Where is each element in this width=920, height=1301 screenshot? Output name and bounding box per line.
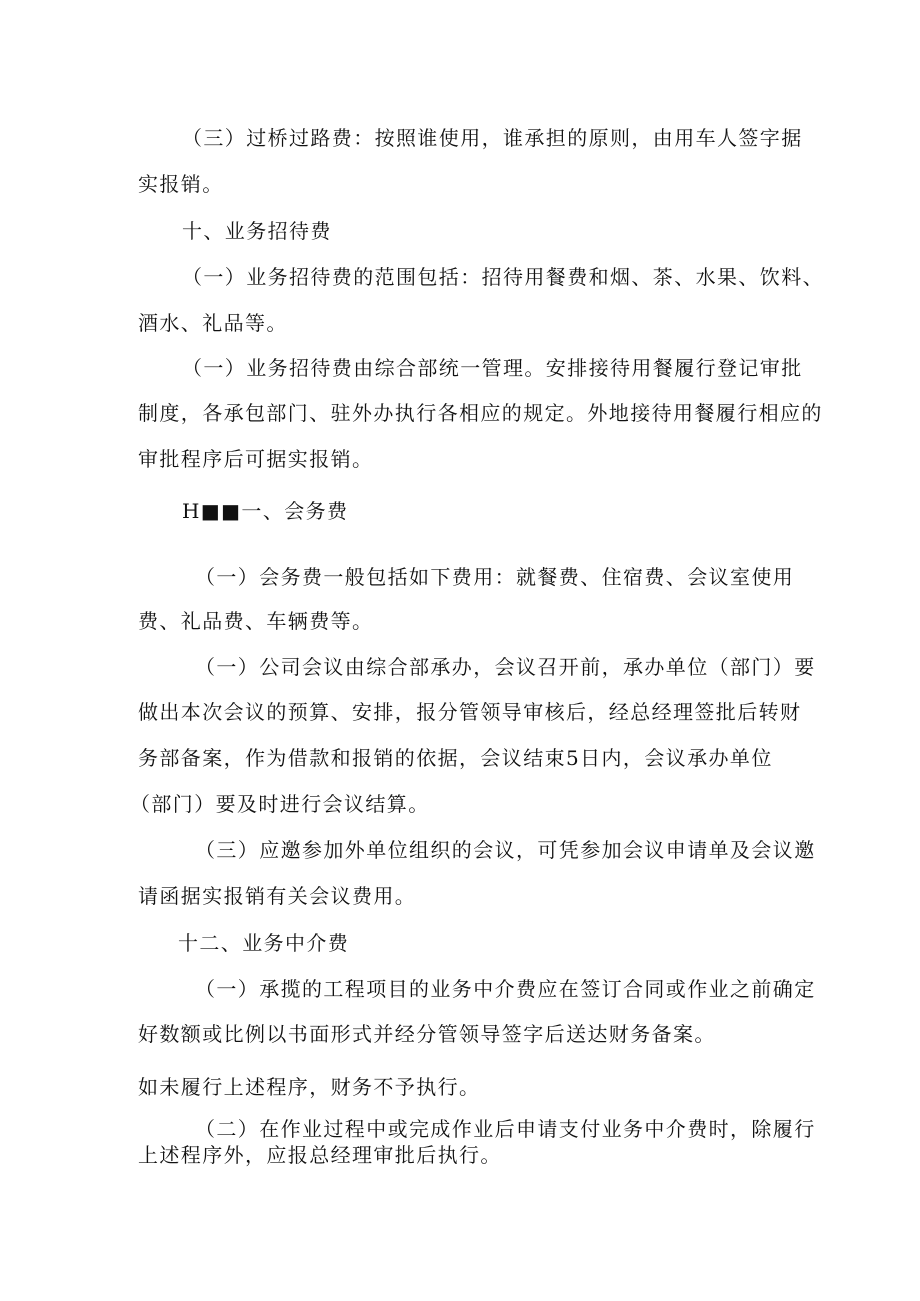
paragraph-line: 做出本次会议的预算、安排，报分管领导审核后，经总经理签批后转财	[138, 700, 802, 724]
paragraph-line: 上述程序外，应报总经理审批后执行。	[138, 1143, 502, 1167]
paragraph-line: （一）公司会议由综合部承办，会议召开前，承办单位（部门）要	[195, 655, 816, 679]
paragraph-line: （一）会务费一般包括如下费用：就餐费、住宿费、会议室使用	[195, 565, 795, 589]
paragraph-line: （一）业务招待费的范围包括：招待用餐费和烟、茶、水果、饮料、	[182, 265, 824, 289]
paragraph-line: 好数额或比例以书面形式并经分管领导签字后送达财务备案。	[138, 1022, 716, 1046]
paragraph-line: 制度，各承包部门、驻外办执行各相应的规定。外地接待用餐履行相应的	[138, 401, 823, 425]
paragraph-line: （部门）要及时进行会议结算。	[130, 792, 430, 816]
paragraph-line: 如未履行上述程序，财务不予执行。	[138, 1075, 481, 1099]
paragraph-line: 审批程序后可据实报销。	[138, 447, 374, 471]
section-heading: 十二、业务中介费	[178, 931, 350, 955]
paragraph-line: （三）应邀参加外单位组织的会议，可凭参加会议申请单及会议邀	[195, 838, 816, 862]
paragraph-line: 实报销。	[138, 172, 224, 196]
paragraph-line: 费、礼品费、车辆费等。	[138, 609, 374, 633]
section-heading: 十、业务招待费	[182, 219, 332, 243]
paragraph-line: 请函据实报销有关会议费用。	[138, 884, 417, 908]
paragraph-line: （三）过桥过路费：按照谁使用，谁承担的原则，由用车人签字据	[182, 126, 803, 150]
paragraph-line: 酒水、礼品等。	[138, 311, 288, 335]
section-heading: H■■一、会务费	[182, 499, 349, 523]
paragraph-line: （一）承揽的工程项目的业务中介费应在签订合同或作业之前确定	[195, 977, 816, 1001]
paragraph-line: （二）在作业过程中或完成作业后申请支付业务中介费时，除履行	[195, 1117, 816, 1141]
paragraph-line: （一）业务招待费由综合部统一管理。安排接待用餐履行登记审批	[182, 356, 803, 380]
paragraph-line: 务部备案，作为借款和报销的依据，会议结束5日内，会议承办单位	[138, 746, 773, 770]
